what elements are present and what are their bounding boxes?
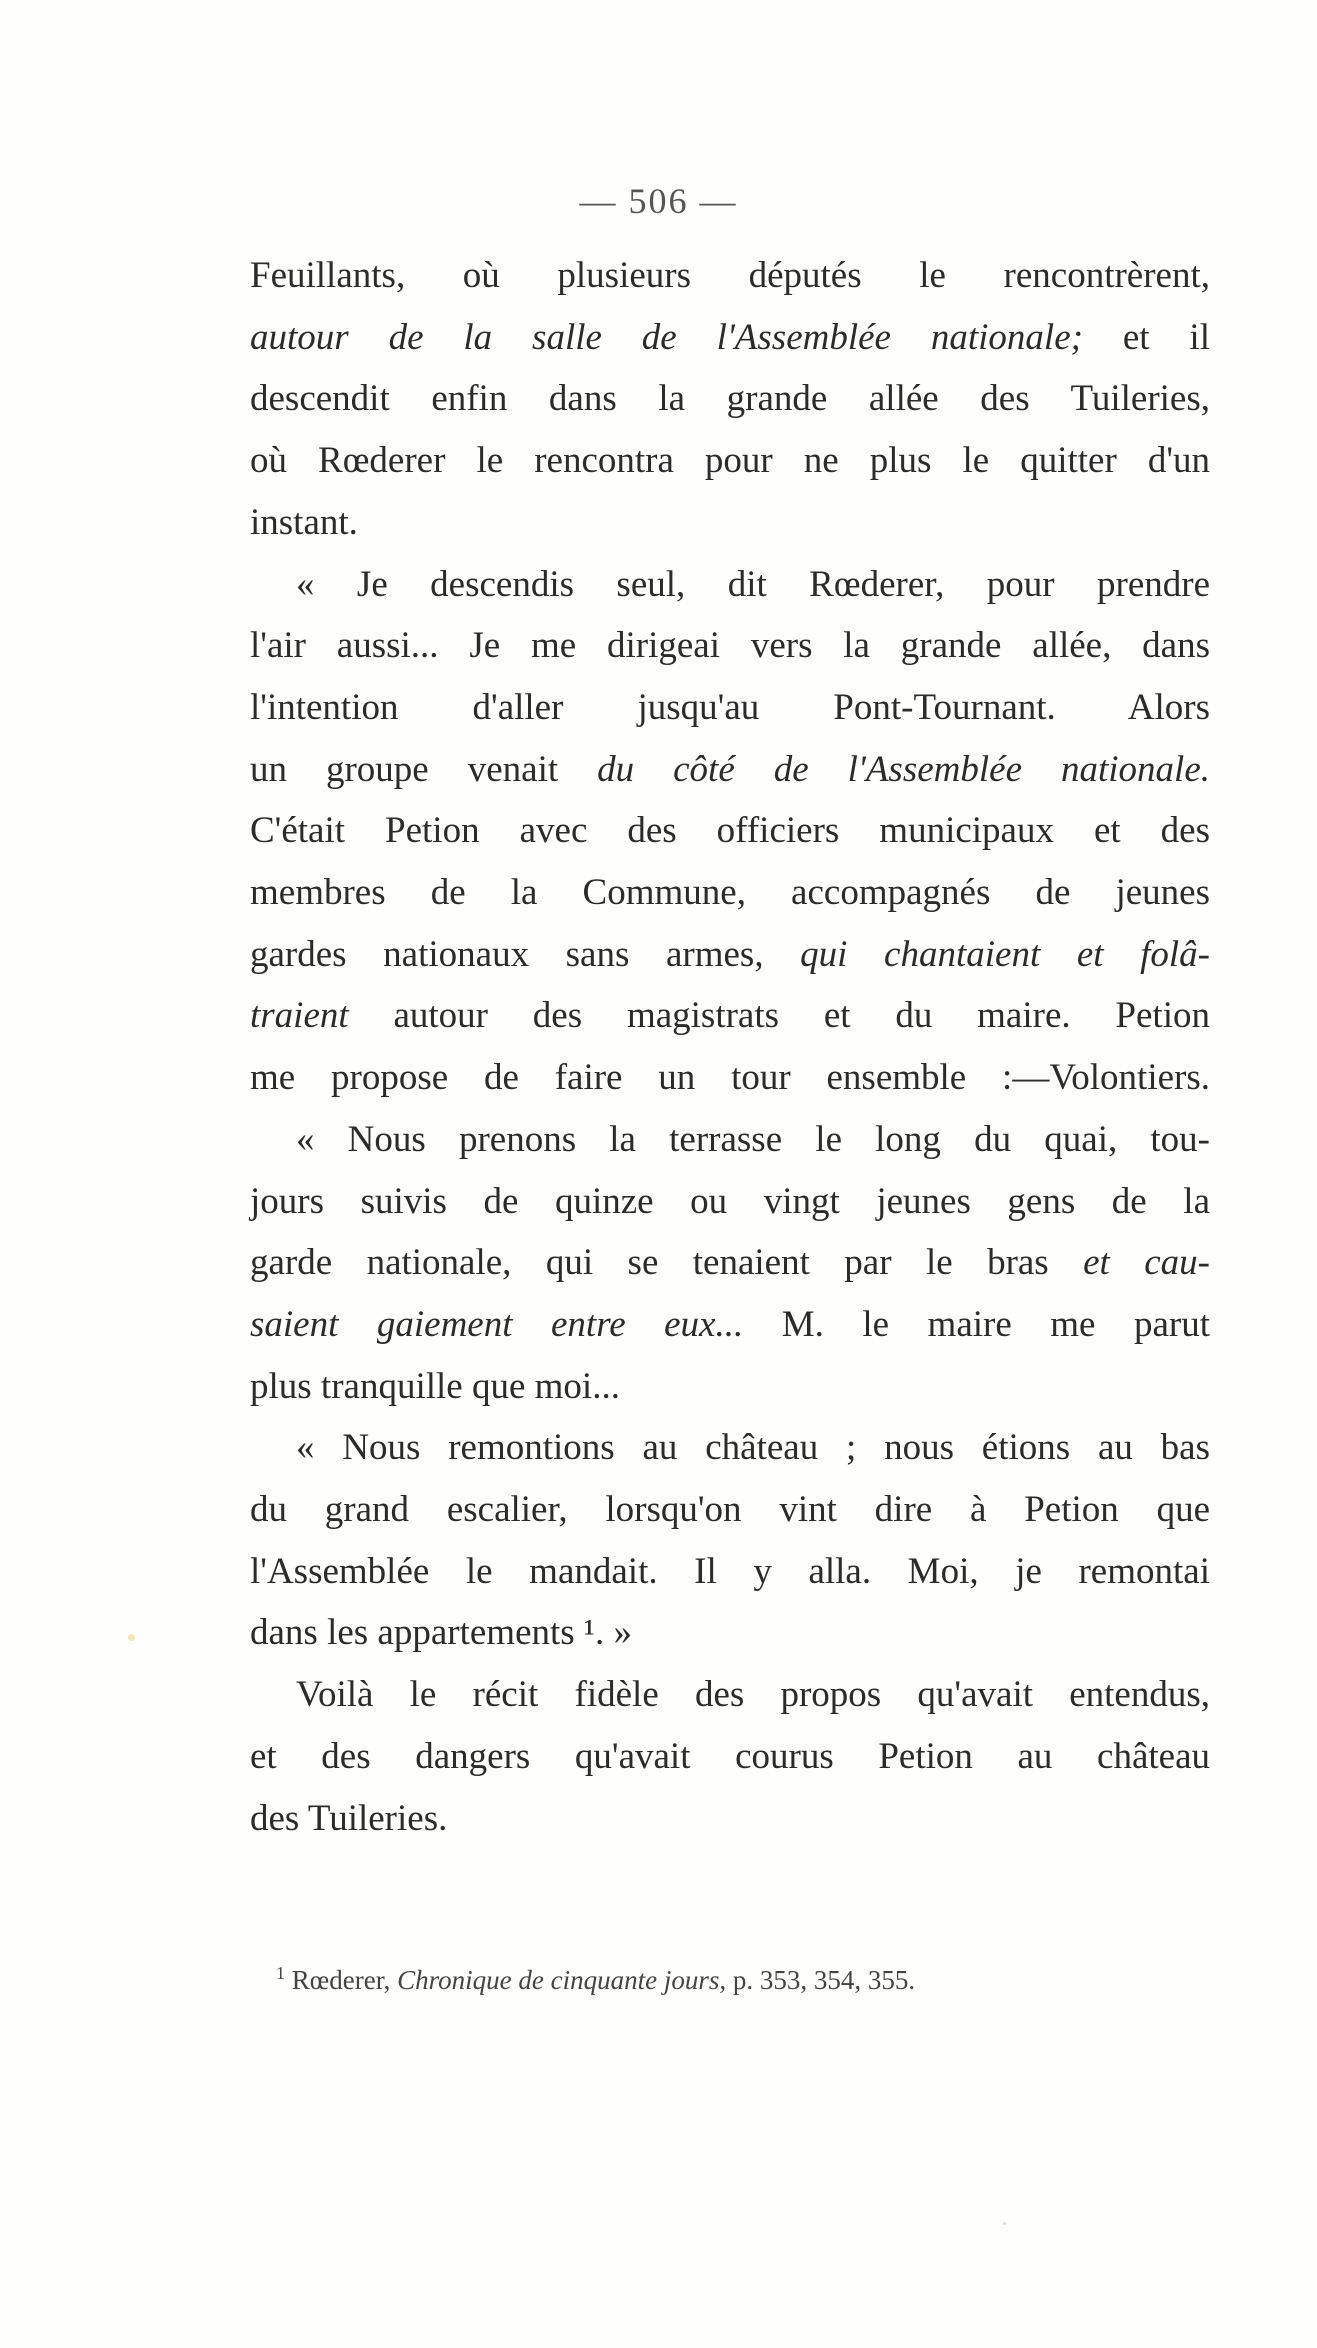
text-line: [250, 1664, 1210, 1726]
footnote-author: Rœderer,: [291, 1965, 398, 1995]
text-line: [250, 1294, 1210, 1356]
text-segment: Feuillants, où plusieurs députés le rencontrèrent,: [250, 255, 1210, 296]
footnote-title: Chronique de cinquante jours,: [397, 1965, 727, 1995]
text-segment: gardes nationaux sans armes,: [250, 933, 801, 975]
footnote-pages: p. 353, 354, 355.: [726, 1965, 916, 1995]
text-segment: du grand escalier, lorsqu'on vint dire à Petion que: [250, 1489, 1210, 1531]
text-segment: un groupe venait: [250, 748, 598, 790]
text-segment: où Rœderer le rencontra pour ne plus le quitter d'un: [250, 440, 1210, 482]
text-line: [250, 1356, 1210, 1418]
text-segment: C'était Petion avec des officiers municipaux et des: [250, 810, 1210, 852]
text-segment: descendit enfin dans la grande allée des Tuileries,: [250, 378, 1210, 420]
text-segment: me propose de faire un tour ensemble :—Volontiers.: [250, 1057, 1210, 1099]
text-segment: autour des magistrats et du maire. Petion: [348, 995, 1210, 1037]
text-line: [250, 1541, 1210, 1603]
text-line: [250, 554, 1210, 616]
italic-segment: autour de la salle de l'Assemblée nationale;: [250, 316, 1083, 358]
italic-segment: qui chantaient et folâ-: [800, 933, 1210, 975]
footnote: [276, 1960, 1176, 2000]
text-segment: dans les appartements ¹. »: [250, 1612, 633, 1654]
text-line: [250, 677, 1210, 739]
text-segment: instant.: [250, 501, 358, 543]
text-segment: « Je descendis seul, dit Rœderer, pour prendre: [296, 563, 1210, 605]
text-line: [250, 985, 1210, 1047]
text-line: [250, 862, 1210, 924]
text-line: [250, 615, 1210, 677]
text-line: [250, 1109, 1210, 1171]
text-segment: membres de la Commune, accompagnés de jeunes: [250, 872, 1210, 914]
text-segment: « Nous remontions au château ; nous étions au bas: [296, 1427, 1210, 1469]
text-line: [250, 1047, 1210, 1109]
italic-segment: et cau-: [1083, 1242, 1210, 1284]
text-line: [250, 924, 1210, 986]
text-line: [250, 1417, 1210, 1479]
text-line: [250, 245, 1210, 307]
text-line: [250, 1479, 1210, 1541]
text-segment: l'intention d'aller jusqu'au Pont-Tournant. Alors: [250, 686, 1210, 728]
text-segment: et des dangers qu'avait courus Petion au château: [250, 1735, 1210, 1777]
text-line: [250, 800, 1210, 862]
italic-segment: saient gaiement entre eux...: [250, 1303, 744, 1345]
text-line: [250, 739, 1210, 801]
page-number: — 506 —: [579, 181, 738, 221]
text-segment: M. le maire me parut: [743, 1303, 1210, 1345]
text-line: [250, 430, 1210, 492]
footnote-marker: 1: [276, 1963, 285, 1983]
italic-segment: du côté de l'Assemblée nationale.: [597, 748, 1210, 790]
text-line: [250, 368, 1210, 430]
italic-segment: traient: [250, 995, 349, 1037]
text-segment: des Tuileries.: [250, 1797, 448, 1839]
text-line: [250, 492, 1210, 554]
paper-speck: [1003, 2222, 1006, 2225]
text-segment: jours suivis de quinze ou vingt jeunes gens de la: [250, 1180, 1210, 1222]
text-segment: « Nous prenons la terrasse le long du quai, tou-: [296, 1118, 1210, 1160]
text-segment: l'air aussi... Je me dirigeai vers la grande allée, dans: [250, 625, 1210, 667]
text-line: [250, 1171, 1210, 1233]
text-line: [250, 1602, 1210, 1664]
text-segment: Voilà le récit fidèle des propos qu'avait entendus,: [296, 1674, 1210, 1716]
text-segment: et il: [1082, 316, 1210, 358]
text-line: [250, 307, 1210, 369]
text-line: [250, 1726, 1210, 1788]
text-segment: plus tranquille que moi...: [250, 1365, 620, 1407]
text-segment: l'Assemblée le mandait. Il y alla. Moi, je remontai: [250, 1550, 1210, 1592]
body-text: [250, 245, 1210, 1849]
text-segment: garde nationale, qui se tenaient par le bras: [250, 1242, 1084, 1284]
text-line: [250, 1788, 1210, 1850]
paper-speck: [128, 1634, 135, 1641]
text-line: [250, 1232, 1210, 1294]
